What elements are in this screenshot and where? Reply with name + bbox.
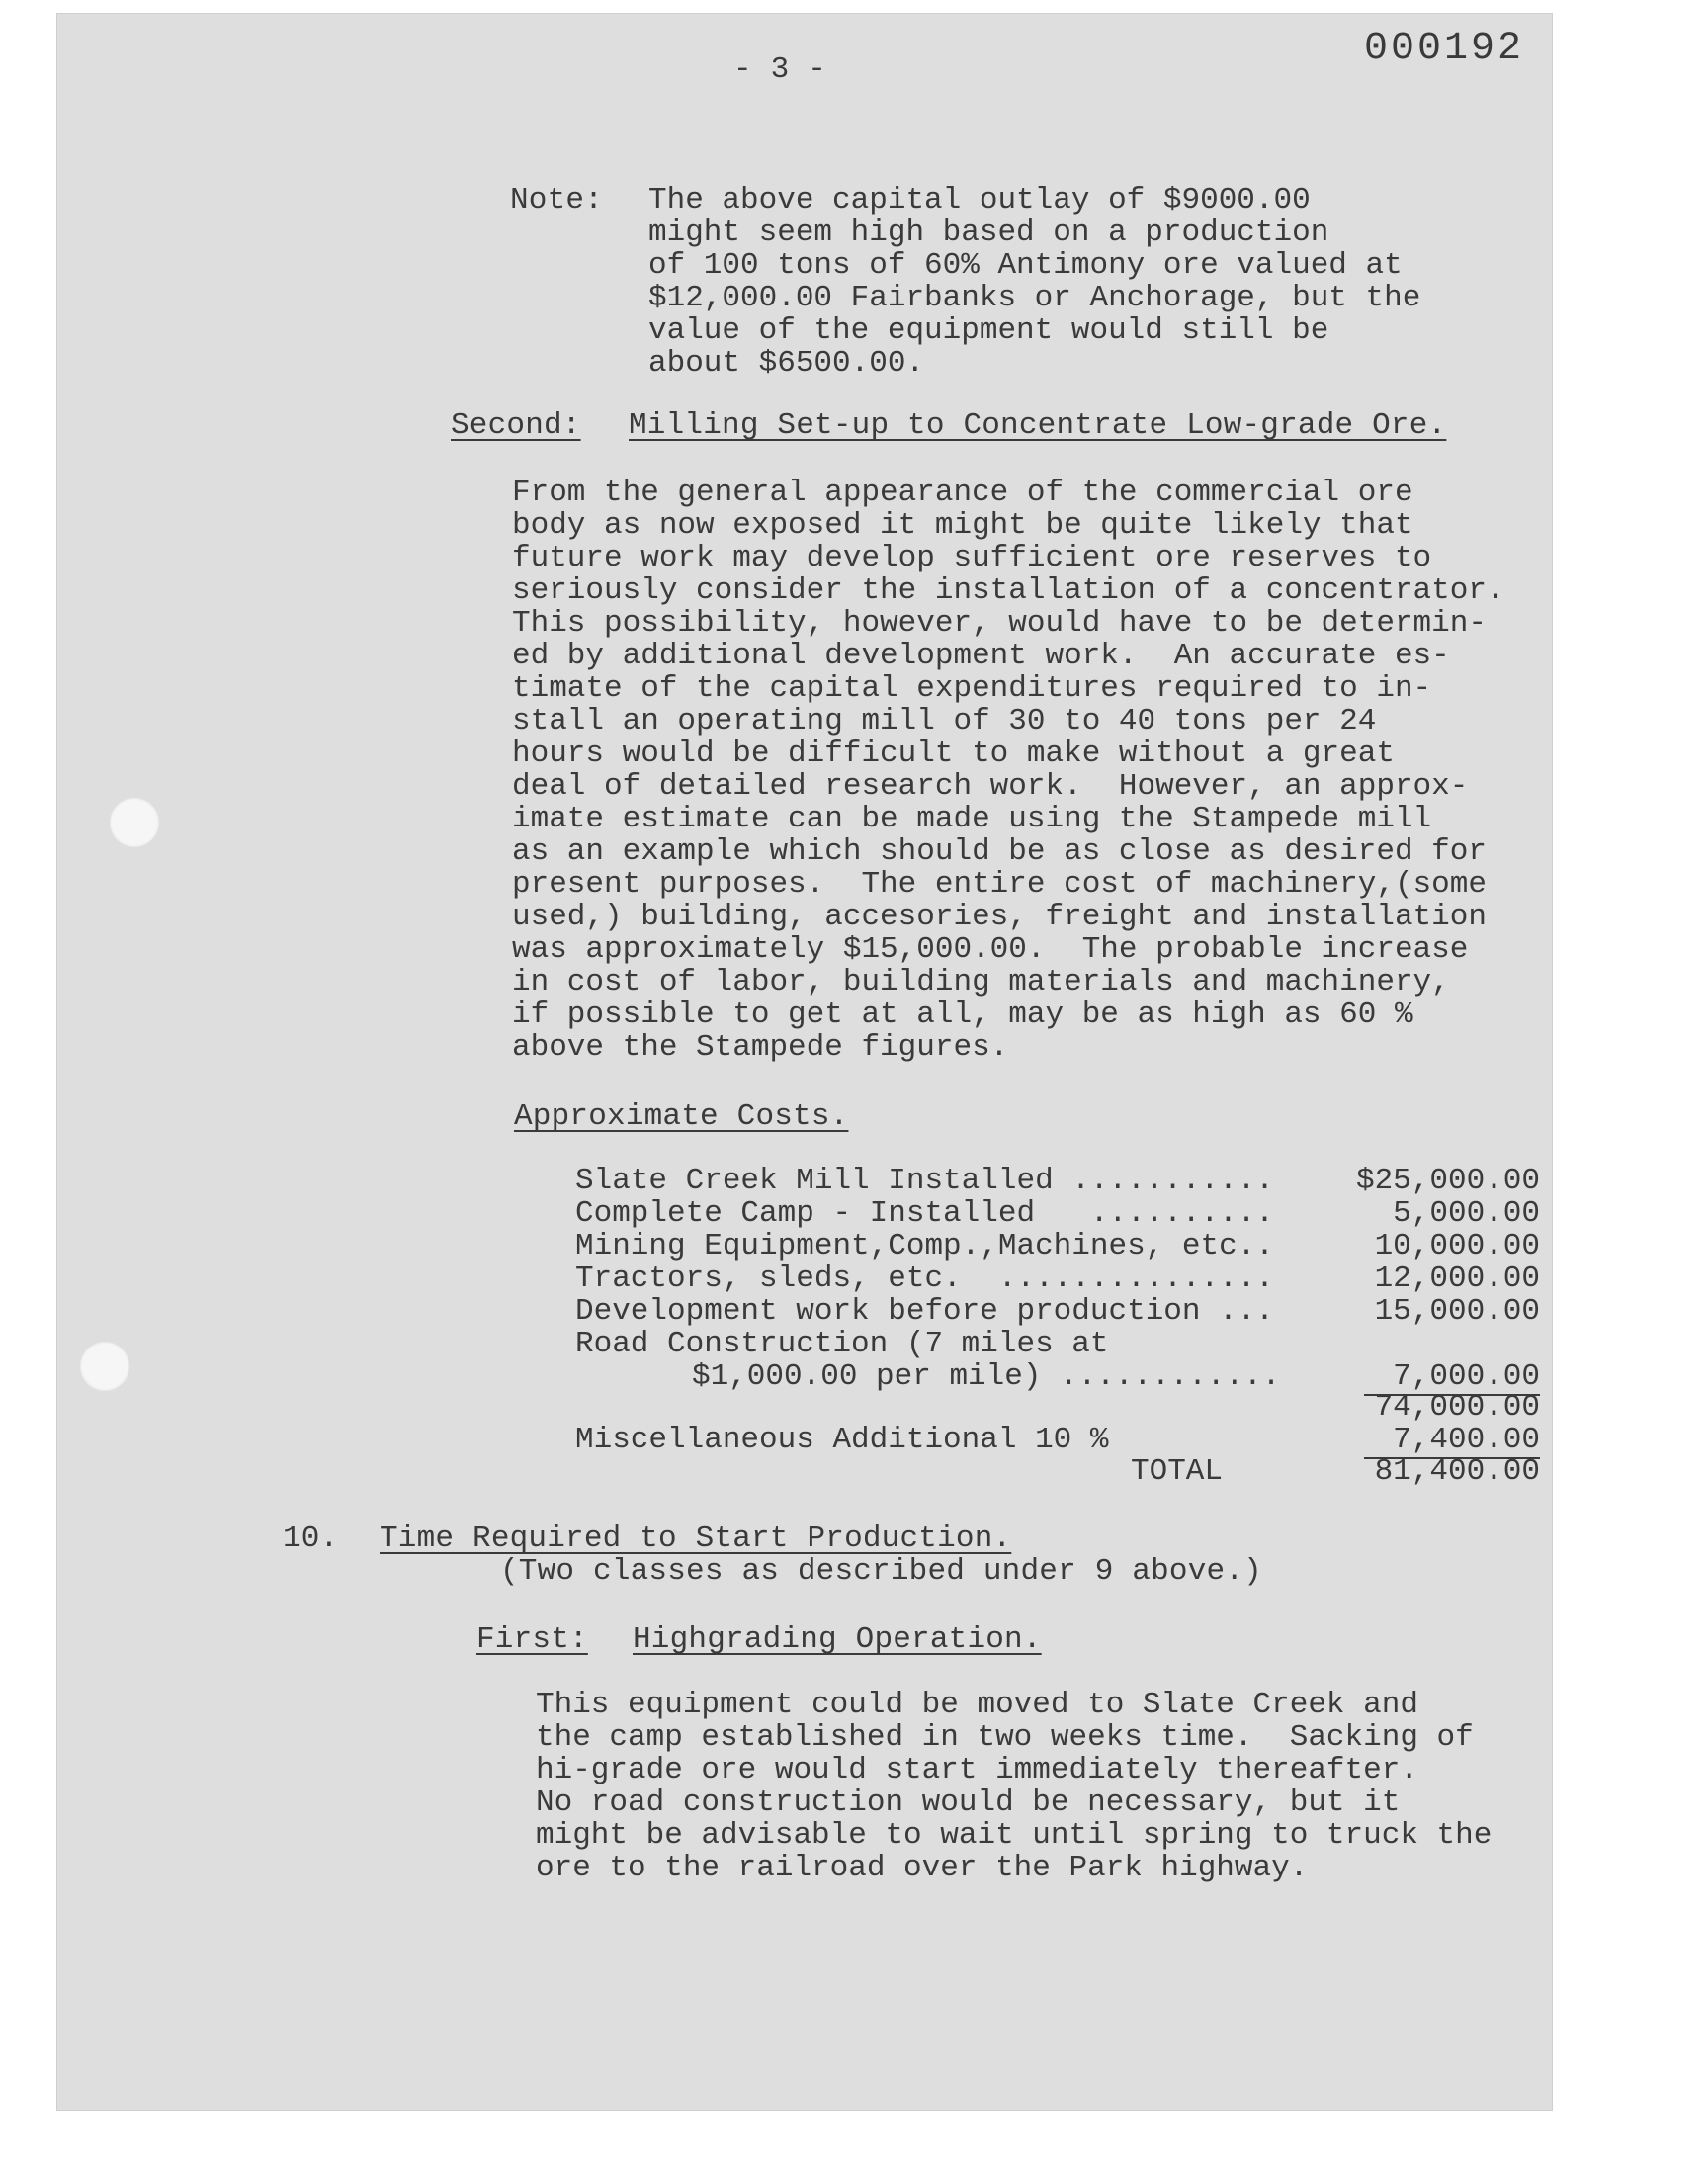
text-line: hi-grade ore would start immediately thereafter. <box>536 1753 1418 1787</box>
text-line: ed by additional development work. An accurate es- <box>512 639 1450 673</box>
cost-item-label: Development work before production ... <box>575 1294 1274 1329</box>
text-line: ore to the railroad over the Park highway. <box>536 1851 1309 1885</box>
section-heading: Milling Set-up to Concentrate Low-grade Ore. <box>629 408 1447 443</box>
text-line: in cost of labor, building materials and machinery, <box>512 965 1450 1000</box>
cost-item-amount: $25,000.00 <box>1355 1164 1540 1198</box>
section-subnote: (Two classes as described under 9 above.) <box>500 1554 1262 1589</box>
cost-item-label: $1,000.00 per mile) ............ <box>692 1359 1281 1394</box>
misc-amount: 7,400.00 <box>1393 1423 1540 1457</box>
text-line: value of the equipment would still be <box>648 313 1329 348</box>
total-amount: 81,400.00 <box>1374 1454 1540 1489</box>
costs-heading: Approximate Costs. <box>514 1099 849 1134</box>
text-line: This equipment could be moved to Slate Creek and <box>536 1688 1418 1722</box>
cost-item-amount: 12,000.00 <box>1374 1262 1540 1296</box>
cost-item-label: Tractors, sleds, etc. ............... <box>575 1262 1274 1296</box>
text-line: deal of detailed research work. However, an approx- <box>512 769 1469 804</box>
text-line: was approximately $15,000.00. The probable increase <box>512 932 1469 967</box>
text-line: From the general appearance of the commercial ore <box>512 476 1413 510</box>
page-number: - 3 - <box>733 52 827 87</box>
text-line: as an example which should be as close as desired for <box>512 834 1487 869</box>
text-line: hours would be difficult to make without a great <box>512 737 1395 771</box>
cost-item-label: Complete Camp - Installed .......... <box>575 1196 1274 1231</box>
text-line: present purposes. The entire cost of machinery,(some <box>512 867 1487 902</box>
text-line: about $6500.00. <box>648 346 925 381</box>
text-line: body as now exposed it might be quite likely that <box>512 508 1413 543</box>
section-label: Second: <box>451 408 581 443</box>
cost-item-amount: 15,000.00 <box>1374 1294 1540 1329</box>
punch-hole <box>109 797 160 848</box>
text-line: This possibility, however, would have to be determin- <box>512 606 1487 641</box>
cost-item-label: Mining Equipment,Comp.,Machines, etc.. <box>575 1229 1274 1263</box>
cost-item-amount: 10,000.00 <box>1374 1229 1540 1263</box>
text-line: above the Stampede figures. <box>512 1030 1009 1065</box>
text-line: stall an operating mill of 30 to 40 tons per 24 <box>512 704 1377 739</box>
text-line: $12,000.00 Fairbanks or Anchorage, but the <box>648 281 1421 315</box>
text-line: the camp established in two weeks time. Sacking of <box>536 1720 1474 1755</box>
text-line: The above capital outlay of $9000.00 <box>648 183 1311 218</box>
section-heading: Highgrading Operation. <box>633 1622 1042 1657</box>
section-heading: Time Required to Start Production. <box>380 1522 1012 1556</box>
document-id: 000192 <box>1364 27 1525 71</box>
section-label: First: <box>476 1622 588 1657</box>
text-line: seriously consider the installation of a concentrator. <box>512 573 1505 608</box>
cost-item-amount: 5,000.00 <box>1393 1196 1540 1231</box>
text-line: No road construction would be necessary, but it <box>536 1785 1401 1820</box>
cost-item-amount: 7,000.00 <box>1393 1359 1540 1394</box>
text-line: of 100 tons of 60% Antimony ore valued at <box>648 248 1403 283</box>
text-line: timate of the capital expenditures required to in- <box>512 671 1432 706</box>
section-number: 10. <box>283 1522 339 1556</box>
total-label: TOTAL <box>1131 1454 1224 1489</box>
text-line: if possible to get at all, may be as high as 60 % <box>512 998 1413 1032</box>
text-line: used,) building, accesories, freight and installation <box>512 900 1487 934</box>
text-line: might seem high based on a production <box>648 216 1329 250</box>
subtotal-amount: 74,000.00 <box>1374 1390 1540 1425</box>
text-line: might be advisable to wait until spring to truck the <box>536 1818 1493 1853</box>
cost-item-label: Slate Creek Mill Installed ........... <box>575 1164 1274 1198</box>
punch-hole <box>79 1341 130 1392</box>
text-line: future work may develop sufficient ore reserves to <box>512 541 1432 575</box>
cost-item-label: Road Construction (7 miles at <box>575 1327 1109 1361</box>
misc-label: Miscellaneous Additional 10 % <box>575 1423 1109 1457</box>
note-label: Note: <box>510 183 604 218</box>
text-line: imate estimate can be made using the Stampede mill <box>512 802 1432 836</box>
